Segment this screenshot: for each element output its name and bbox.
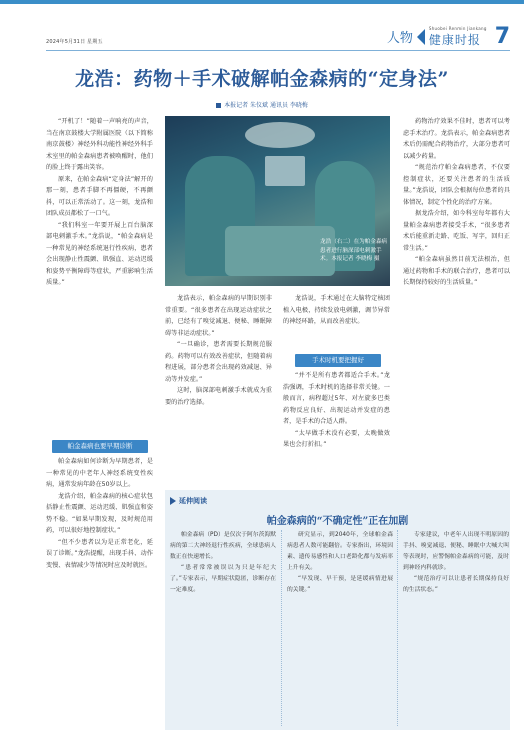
issue-date: 2024年5月31日 星期五 [46,39,103,45]
byline-text: 本报记者 朱仪斌 通讯员 李晓梅 [224,102,308,109]
page-number: 7 [494,24,510,49]
column-divider [397,530,398,726]
article-column-1b [46,456,153,726]
paragraph: “太早做手术没有必要，太晚做效果也会打折扣。” [283,429,390,448]
photo-caption: 龙浩（右二）在为帕金森病患者进行脑深部电刺激手术。本报记者 李晓梅 摄 [320,239,388,262]
paragraph: “但不少患者以为是正常老化，延误了诊断。”龙浩提醒，出现手抖、动作变慢、表情减少等情况时应及时就医。 [46,538,153,569]
column-divider [281,530,282,726]
paragraph: “开机了！”随着一声响亮的声音，当在南京鼓楼大学附属医院（以下简称南京鼓楼）神经外科功能性神经外科手术室里的帕金森病患者被唤醒时，他们的脸上终于露出笑容。 [46,118,153,171]
page-header [387,24,510,49]
article-column-2 [165,293,272,483]
brand [429,26,487,48]
byline [0,100,524,109]
article-title: 龙浩：药物＋手术破解帕金森病的“定身法” [75,68,449,90]
paragraph: “早发现、早干预，是延缓病情进展的关键。” [287,576,393,593]
paragraph: “规范治疗帕金森病患者，不仅要控制症状，还要关注患者的生活质量。”龙浩说，团队会根据每位患者的具体情况，制定个性化的治疗方案。 [403,164,510,206]
paragraph: “帕金森病虽然目前无法根治，但通过药物和手术的联合治疗，患者可以长期保持较好的生活质量。” [403,256,510,286]
subheading-surgery-timing: 手术时机要把握好 [295,354,381,367]
paragraph: 药物治疗效果不佳时，患者可以考虑手术治疗。龙浩表示，帕金森病患者术后仍需配合药物治疗，大部分患者可以减少药量。 [403,118,510,160]
article-column-3 [283,293,390,351]
paragraph: 原来，在帕金森病“定身法”解开的那一刻，患者手脚不再僵硬，不再颤抖，可以正常活动了。这一刻，龙浩和团队成员都松了一口气。 [46,175,153,217]
paragraph: “患者常常被误以为只是年纪大了。”专家表示，早期症状隐匿，诊断存在一定难度。 [170,565,276,593]
paragraph: 这时，脑深部电刺激手术就成为重要的治疗选择。 [165,387,272,406]
sidebar-title: 帕金森病的“不确定性”正在加剧 [266,516,409,527]
paragraph: 专家建议，中老年人出现不明原因的手抖、嗅觉减退、便秘、睡眠中大喊大叫等表现时，应警惕帕金森病的可能，及时到神经内科就诊。 [403,532,509,571]
operating-table [225,226,335,276]
brand-cn: 健康时报 [428,32,481,47]
sidebar-tag [170,496,207,506]
monitor-screen [265,156,305,186]
paragraph: 龙浩介绍，帕金森病的核心症状包括静止性震颤、运动迟缓、肌强直和姿势不稳。“如果早期发现，及时规范用药，可以很好地控制症状。” [46,492,153,534]
article-column-4 [403,116,510,486]
article-column-3b [283,370,390,484]
paragraph: “我们科室一年要开展上百台脑深部电刺激手术。”龙浩说，“帕金森病是一种常见的神经系统退行性疾病，患者会出现静止性震颤、肌强直、运动迟缓和姿势平衡障碍等症状，严重影响生活质量。” [46,221,153,286]
paragraph: “并不是所有患者都适合手术。”龙浩强调，手术时机的选择非常关键。一般而言，病程超过5年、对左旋多巴类药物反应良好、出现运动并发症的患者，是手术的合适人群。 [283,372,390,425]
paragraph: “一旦确诊，患者需要长期规范服药。药物可以有效改善症状，但随着病程进展，部分患者会出现药效减退、异动等并发症。” [165,341,272,383]
sidebar-tag-label: 延伸阅读 [179,497,207,505]
paragraph: “规范治疗可以让患者长期保持良好的生活状态。” [403,576,509,593]
sidebar-column-2 [287,530,393,728]
paragraph: 帕金森病如何诊断为早期患者，是一种常见的中老年人神经系统变性疾病，通常发病年龄在50岁以上。 [46,458,153,488]
surgical-lamp [245,122,315,148]
header-divider [46,50,510,51]
section-name: 人物 [386,31,413,46]
chevron-left-icon [417,29,425,45]
subheading-early-diagnosis: 帕金森病也要早期诊断 [52,440,148,453]
paragraph: 龙浩说，手术通过在大脑特定核团植入电极，持续发放电刺激，调节异常的神经环路，从而改善症状。 [283,295,390,325]
triangle-right-icon [170,497,176,505]
paragraph: 龙浩表示，帕金森病的早期识别非常重要。“很多患者在出现运动症状之前，已经有了嗅觉减退、便秘、睡眠障碍等非运动症状。” [165,295,272,337]
square-bullet-icon [216,103,221,108]
paragraph: 帕金森病（PD）是仅次于阿尔茨海默病的第二大神经退行性疾病，全球患病人数正在快速增长。 [170,532,276,560]
paragraph: 研究显示，到2040年，全球帕金森病患者人数可能翻倍。专家指出，环境因素、遗传易感性和人口老龄化都与发病率上升有关。 [287,532,393,571]
sidebar-column-1 [170,530,276,728]
header-bar [0,0,524,4]
sidebar-column-3 [403,530,509,728]
article-column-1 [46,116,153,438]
brand-en: Shuobei Renmin Jiankang [428,25,487,31]
paragraph: 据龙浩介绍，如今科室每年都有大量帕金森病患者接受手术，“很多患者术后能重新走路、吃饭、写字，回归正常生活。” [403,210,510,252]
